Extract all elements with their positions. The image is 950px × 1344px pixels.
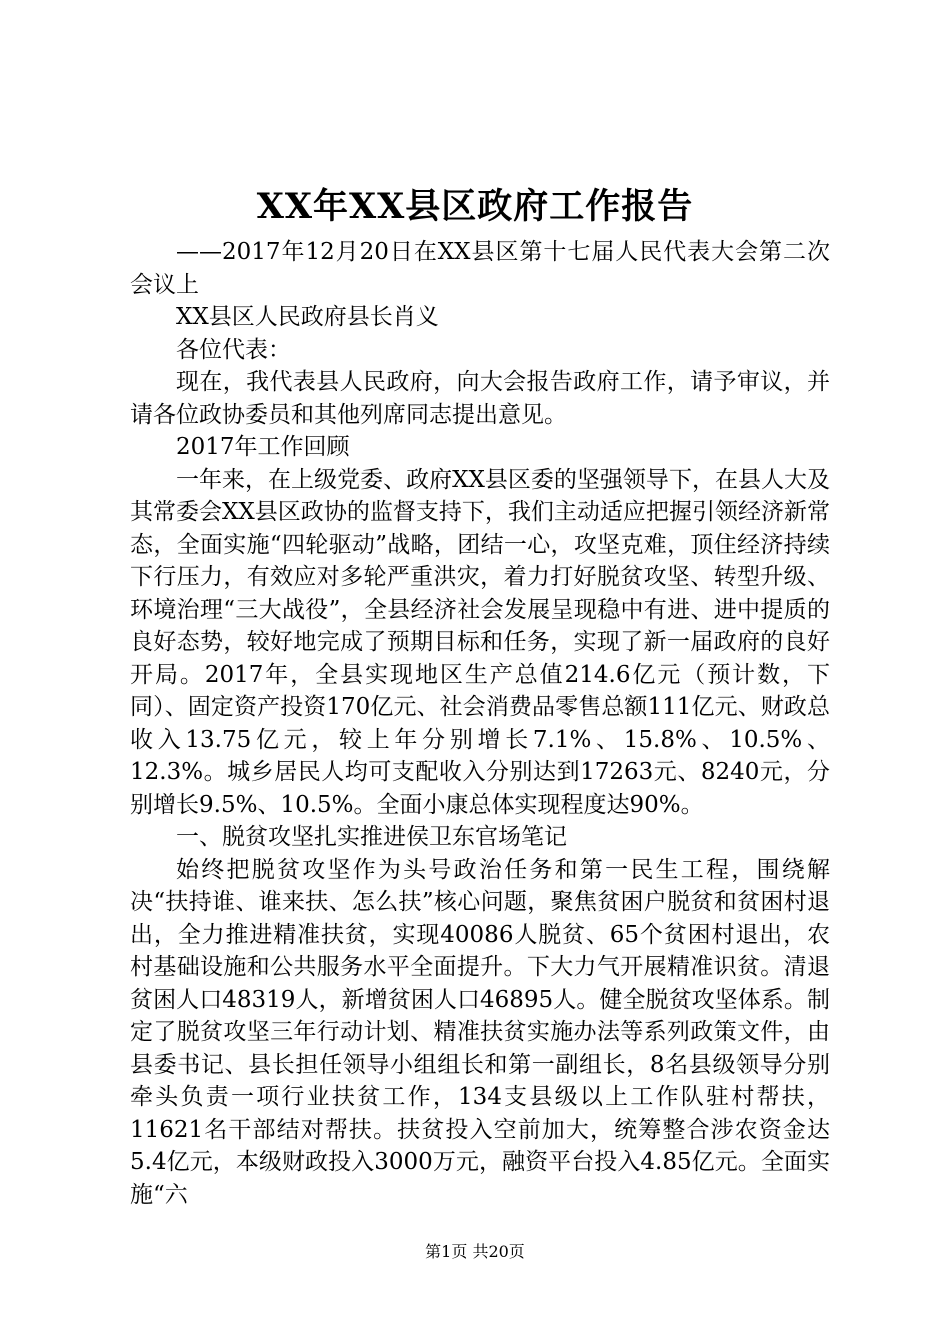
poverty-paragraph: 始终把脱贫攻坚作为头号政治任务和第一民生工程，围绕解决“扶持谁、谁来扶、怎么扶”核心问题，聚焦贫困户脱贫和贫困村退出，全力推进精准扶贫，实现40086人脱贫、65个贫困村退出，农村基础设施和公共服务水平全面提升。下大力气开展精准识贫。清退贫困人口48319人，新增贫困人口46895人。健全脱贫攻坚体系。制定了脱贫攻坚三年行动计划、精准扶贫实施办法等系列政策文件，由县委书记、县长担任领导小组组长和第一副组长，8名县级领导分别牵头负责一项行业扶贫工作，134支县级以上工作队驻村帮扶，11621名干部结对帮扶。扶贫投入空前加大，统筹整合涉农资金达5.4亿元，本级财政投入3000万元，融资平台投入4.85亿元。全面实施“六 xyxy=(130,856,830,1208)
page-number-footer: 第1页 共20页 xyxy=(425,1242,525,1261)
review-paragraph: 一年来，在上级党委、政府XX县区委的坚强领导下，在县人大及其常委会XX县区政协的监督支持下，我们主动适应把握引领经济新常态，全面实施“四轮驱动”战略，团结一心，攻坚克难，顶住经济持续下行压力，有效应对多轮严重洪灾，着力打好脱贫攻坚、转型升级、环境治理“三大战役”，全县经济社会发展呈现稳中有进、进中提质的良好态势，较好地完成了预期目标和任务，实现了新一届政府的良好开局。2017年，全县实现地区生产总值214.6亿元（预计数，下同）、固定资产投资170亿元、社会消费品零售总额111亿元、财政总收入13.75亿元，较上年分别增长7.1%、15.8%、10.5%、12.3%。城乡居民人均可支配收入分别达到17263元、8240元，分别增长9.5%、10.5%。全面小康总体实现程度达90%。 xyxy=(130,466,830,818)
section-heading-review: 2017年工作回顾 xyxy=(176,434,350,460)
document-title: XX年XX县区政府工作报告 xyxy=(256,186,694,227)
document-body xyxy=(130,236,830,1211)
salutation-paragraph: 各位代表： xyxy=(176,336,291,363)
speaker-paragraph: XX县区人民政府县长肖义 xyxy=(176,304,439,330)
subtitle-paragraph: ——2017年12月20日在XX县区第十七届人民代表大会第二次会议上 xyxy=(130,239,830,298)
intro-paragraph: 现在，我代表县人民政府，向大会报告政府工作，请予审议，并请各位政协委员和其他列席同志提出意见。 xyxy=(130,369,830,428)
section-heading-poverty: 一、脱贫攻坚扎实推进侯卫东官场笔记 xyxy=(176,824,567,850)
